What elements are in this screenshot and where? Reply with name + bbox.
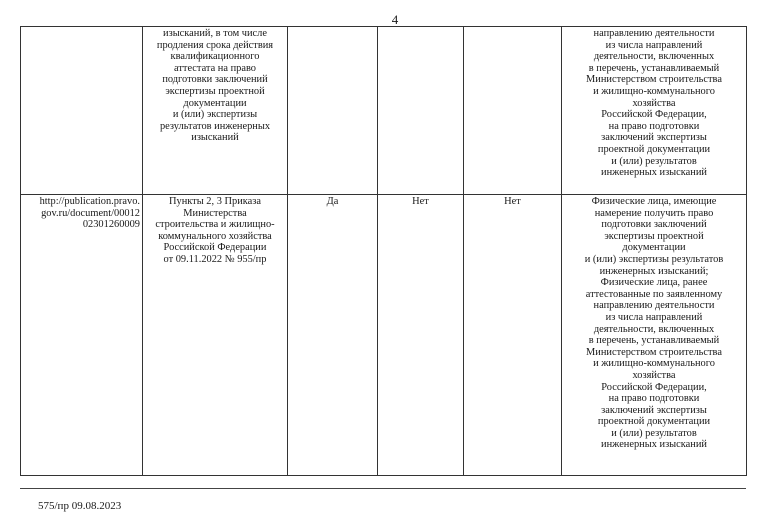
- subjects-line: инженерных изысканий: [601, 167, 707, 179]
- basis-line: подготовки заключений: [162, 74, 268, 86]
- subjects-line: хозяйства: [632, 97, 676, 109]
- subjects-line: заключений экспертизы: [601, 404, 707, 416]
- subjects-line: и (или) экспертизы результатов: [584, 253, 724, 265]
- url-line: 02301260009: [82, 219, 140, 231]
- col3-cell: Да: [288, 195, 378, 476]
- url-line: http://publication.pravo.: [39, 196, 140, 207]
- subjects-cell: [562, 27, 747, 195]
- subjects-line: деятельности, включенных: [593, 323, 715, 335]
- url-cell: [21, 27, 143, 195]
- subjects-line: проектной документации: [597, 416, 711, 428]
- subjects-line: аттестованные по заявленному: [585, 288, 723, 300]
- subjects-cell: [562, 195, 747, 476]
- basis-line: квалификационного: [170, 51, 260, 63]
- basis-line: от 09.11.2022 № 955/пр: [163, 253, 267, 265]
- basis-line: продления срока действия: [156, 39, 274, 51]
- basis-line: Российской Федерации: [163, 242, 267, 254]
- url-cell: [21, 195, 143, 476]
- basis-line: Министерства: [183, 207, 247, 219]
- subjects-line: документации: [622, 242, 686, 254]
- subjects-line: в перечень, устанавливаемый: [588, 62, 720, 74]
- subjects-line: из числа направлений: [605, 311, 703, 323]
- subjects-line: направлению деятельности: [593, 300, 715, 312]
- subjects-line: намерение получить право: [594, 207, 714, 219]
- subjects-line: направлению деятельности: [593, 28, 715, 39]
- subjects-line: инженерных изысканий: [601, 439, 707, 451]
- subjects-line: подготовки заключений: [601, 219, 707, 231]
- subjects-line: и (или) результатов: [611, 427, 697, 439]
- col5-cell: Нет: [464, 195, 562, 476]
- subjects-line: на право подготовки: [608, 393, 700, 405]
- col3-cell: [288, 27, 378, 195]
- url-line: gov.ru/document/00012: [41, 207, 140, 219]
- document-reference: 575/пр 09.08.2023: [38, 500, 122, 512]
- col5-cell: [464, 27, 562, 195]
- subjects-line: Российской Федерации,: [601, 109, 707, 121]
- footer-divider: [20, 488, 746, 489]
- subjects-line: инженерных изысканий;: [599, 265, 709, 277]
- subjects-line: на право подготовки: [608, 120, 700, 132]
- basis-cell: [143, 195, 288, 476]
- table-row: [21, 195, 747, 476]
- basis-line: коммунального хозяйства: [158, 230, 272, 242]
- subjects-line: Физические лица, ранее: [600, 277, 708, 289]
- subjects-line: экспертизы проектной: [604, 230, 704, 242]
- basis-line: строительства и жилищно-: [155, 219, 275, 231]
- table-row: [21, 27, 747, 195]
- subjects-line: и жилищно-коммунального: [593, 85, 715, 97]
- subjects-line: Министерством строительства: [586, 74, 722, 86]
- basis-line: и (или) экспертизы: [172, 109, 258, 121]
- basis-line: изысканий, в том числе: [163, 28, 267, 39]
- basis-line: изысканий: [191, 132, 239, 144]
- subjects-line: проектной документации: [597, 143, 711, 155]
- page-number: 4: [391, 12, 399, 27]
- subjects-line: хозяйства: [632, 369, 676, 381]
- subjects-line: Физические лица, имеющие: [591, 196, 717, 207]
- basis-line: Пункты 2, 3 Приказа: [169, 196, 261, 207]
- subjects-line: и жилищно-коммунального: [593, 358, 715, 370]
- subjects-line: Министерством строительства: [586, 346, 722, 358]
- requirements-table: [20, 26, 747, 476]
- subjects-line: Российской Федерации,: [601, 381, 707, 393]
- subjects-line: заключений экспертизы: [601, 132, 707, 144]
- basis-line: аттестата на право: [174, 62, 256, 74]
- basis-line: результатов инженерных: [159, 120, 271, 132]
- basis-cell: [143, 27, 288, 195]
- col4-cell: Нет: [378, 195, 464, 476]
- subjects-line: деятельности, включенных: [593, 51, 715, 63]
- col4-cell: [378, 27, 464, 195]
- subjects-line: из числа направлений: [605, 39, 703, 51]
- subjects-line: и (или) результатов: [611, 155, 697, 167]
- basis-line: экспертизы проектной: [165, 85, 265, 97]
- basis-line: документации: [183, 97, 247, 109]
- subjects-line: в перечень, устанавливаемый: [588, 335, 720, 347]
